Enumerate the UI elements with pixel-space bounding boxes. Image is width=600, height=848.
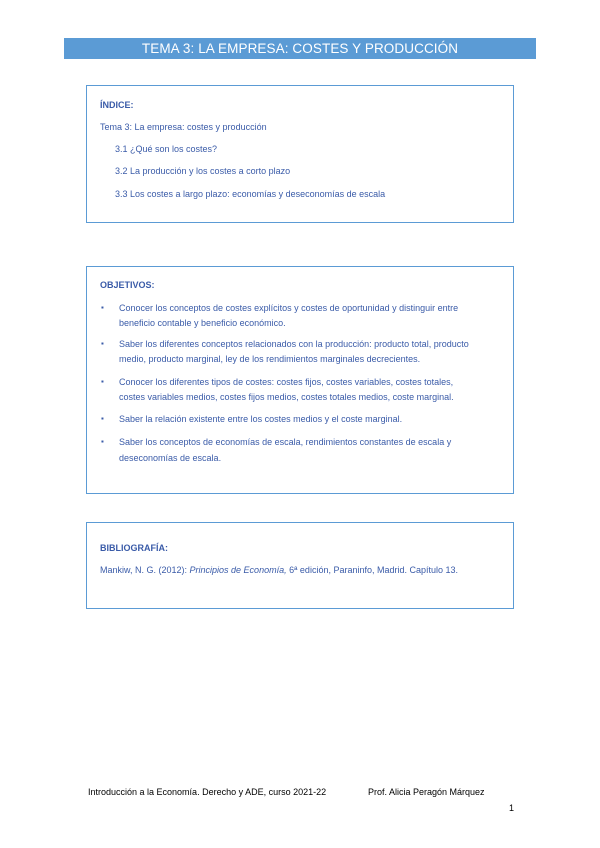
objective-line: Conocer los conceptos de costes explícitos y costes de oportunidad y distinguir entre	[119, 303, 459, 313]
objective-line: beneficio contable y beneficio económico.	[119, 317, 286, 328]
index-sub-item: 3.2 La producción y los costes a corto plazo	[115, 166, 291, 176]
bullet-icon: ▪	[101, 414, 104, 423]
objective-line: medio, producto marginal, ley de los rendimientos marginales decrecientes.	[119, 353, 421, 364]
index-sub-item: 3.1 ¿Qué son los costes?	[115, 144, 218, 154]
index-sub-item: 3.3 Los costes a largo plazo: economías y deseconomías de escala	[115, 189, 386, 199]
page-title: TEMA 3: LA EMPRESA: COSTES Y PRODUCCIÓN	[64, 38, 536, 59]
bullet-icon: ▪	[101, 303, 104, 312]
objective-line: costes variables medios, costes fijos medios, costes totales medios, coste marginal.	[119, 391, 454, 402]
objective-line: deseconomías de escala.	[119, 453, 222, 463]
objective-line: Saber la relación existente entre los costes medios y el coste marginal.	[119, 414, 403, 424]
reference-title: Principios de Economía,	[189, 565, 287, 575]
bibliography-reference	[100, 564, 458, 577]
objectives-box	[86, 266, 514, 494]
bullet-icon: ▪	[101, 339, 104, 348]
index-box	[86, 85, 514, 223]
reference-author: Mankiw, N. G. (2012):	[100, 565, 190, 575]
page-number: 1	[509, 803, 515, 813]
bullet-icon: ▪	[101, 437, 104, 446]
bullet-icon: ▪	[101, 377, 104, 386]
bibliography-box	[86, 522, 514, 609]
footer-course: Introducción a la Economía. Derecho y ADE, curso 2021-22	[88, 787, 327, 797]
footer-author: Prof. Alicia Peragón Márquez	[368, 787, 485, 797]
bibliography-heading: BIBLIOGRAFÍA:	[100, 543, 168, 553]
reference-details: 6ª edición, Paraninfo, Madrid. Capítulo 13.	[286, 565, 459, 575]
objective-line: Saber los conceptos de economías de escala, rendimientos constantes de escala y	[119, 437, 452, 447]
index-heading: ÍNDICE:	[100, 100, 134, 110]
objectives-heading: OBJETIVOS:	[100, 280, 155, 290]
objective-line: Conocer los diferentes tipos de costes: costes fijos, costes variables, costes totales,	[119, 377, 454, 387]
objective-line: Saber los diferentes conceptos relacionados con la producción: producto total, producto	[119, 339, 469, 349]
index-main-item: Tema 3: La empresa: costes y producción	[100, 122, 267, 132]
